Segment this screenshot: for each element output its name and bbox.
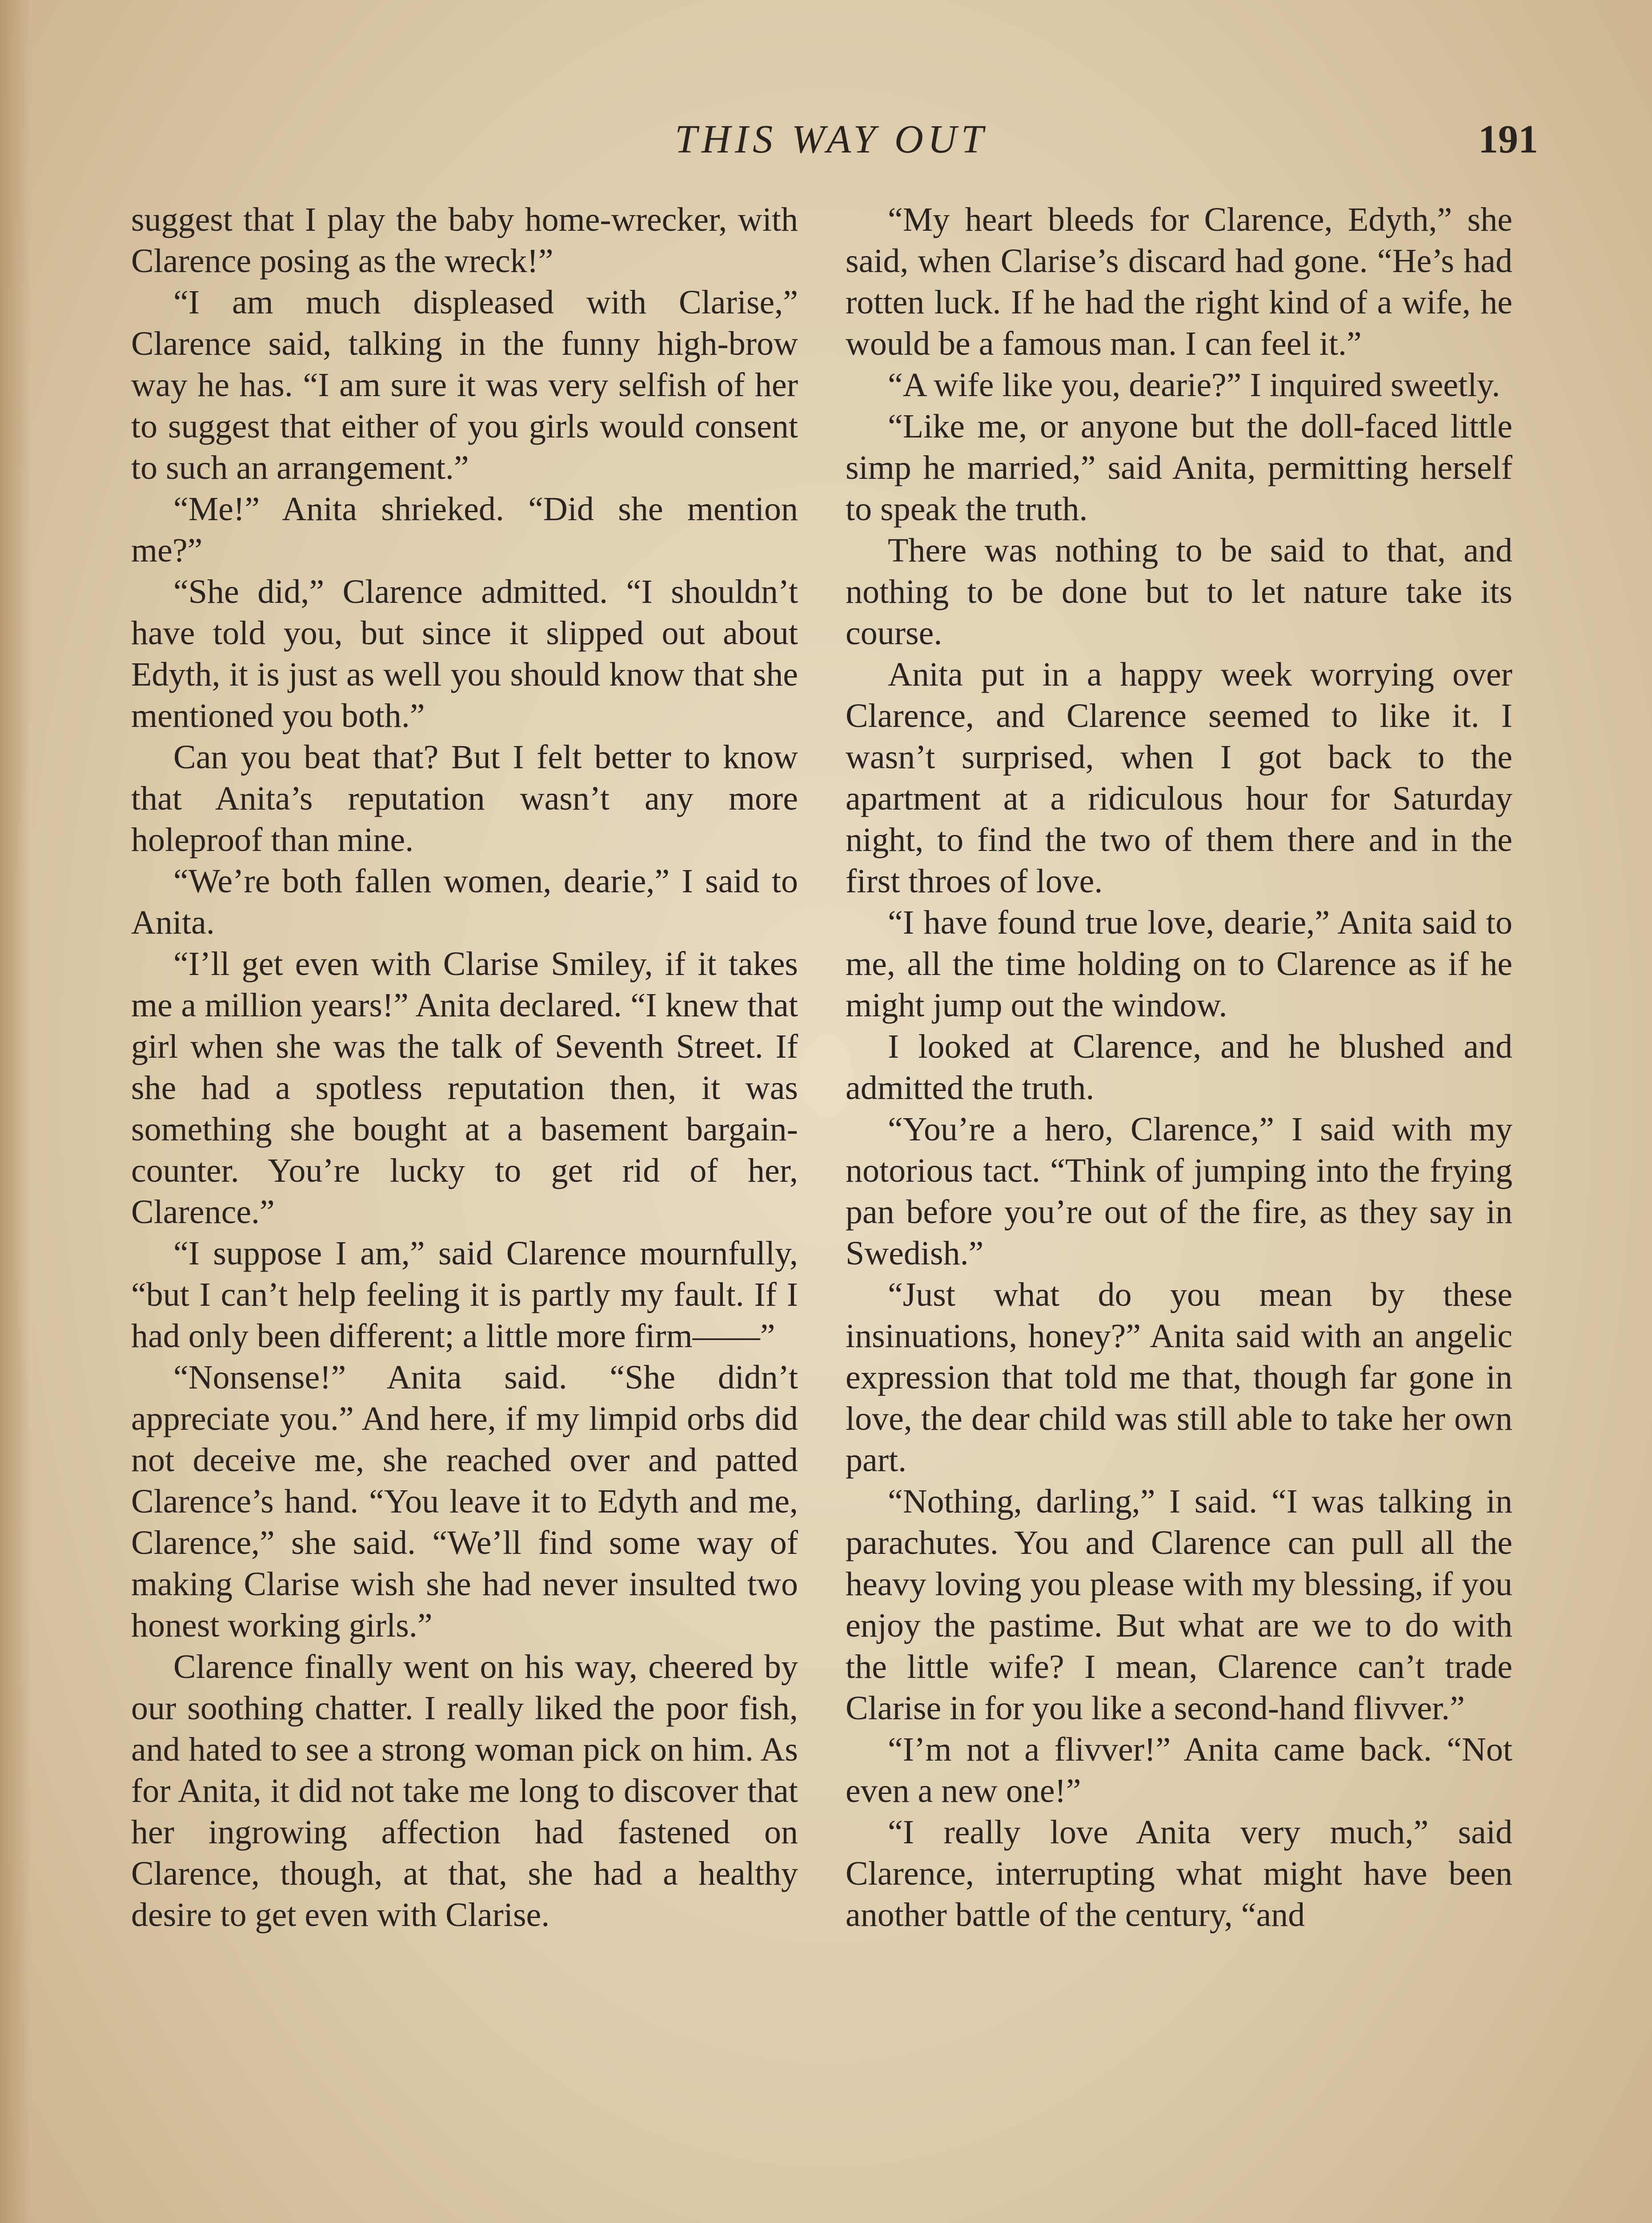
- paragraph: I looked at Clarence, and he blushed and admitted the truth.: [846, 1028, 1512, 1107]
- paragraph: “A wife like you, dearie?” I inquired sweetly.: [888, 366, 1500, 404]
- paragraph: “My heart bleeds for Clarence, Edyth,” she said, when Clarise’s discard had gone. “He’s had rotten luck. If he had the right kind of a wife, he would be a famous man. I can feel it.”: [846, 201, 1512, 362]
- paragraph: There was nothing to be said to that, and nothing to be done but to let nature take its course.: [846, 532, 1512, 652]
- paragraph: “Nothing, darling,” I said. “I was talking in parachutes. You and Clarence can pull all the heavy loving you please with my blessing, if you enjoy the pastime. But what are we to do with the little wife? I mean, Clarence can’t trade Clarise in for you like a second-hand flivver.”: [846, 1483, 1512, 1727]
- paragraph: suggest that I play the baby home-wrecker, with Clarence posing as the wreck!”: [131, 201, 798, 280]
- paragraph: Anita put in a happy week worrying over Clarence, and Clarence seemed to like it. I wasn’t surprised, when I got back to the apartment at a ridiculous hour for Saturday night, to find the two of them there and in the first throes of love.: [846, 656, 1512, 900]
- paragraph: Can you beat that? But I felt better to know that Anita’s reputation wasn’t any more holeproof than mine.: [131, 738, 798, 859]
- paragraph: “She did,” Clarence admitted. “I shouldn’t have told you, but since it slipped out about Edyth, it is just as well you should know that she mentioned you both.”: [131, 573, 798, 734]
- paragraph: “I really love Anita very much,” said Clarence, interrupting what might have been another battle of the century, “and: [846, 1814, 1512, 1934]
- page-edge-shadow: [0, 0, 31, 2223]
- paragraph: “Like me, or anyone but the doll-faced little simp he married,” said Anita, permitting herself to speak the truth.: [846, 408, 1512, 528]
- paragraph: “I have found true love, dearie,” Anita said to me, all the time holding on to Clarence as if he might jump out the window.: [846, 904, 1512, 1024]
- paragraph: “Me!” Anita shrieked. “Did she mention me?”: [131, 490, 798, 569]
- paragraph: “Just what do you mean by these insinuations, honey?” Anita said with an angelic expression that told me that, though far gone in love, the dear child was still able to take her own part.: [846, 1276, 1512, 1479]
- page-number: 191: [1478, 117, 1538, 161]
- paragraph: “I suppose I am,” said Clarence mournfully, “but I can’t help feeling it is partly my fault. If I had only been different; a little more firm——”: [131, 1235, 798, 1355]
- left-column: [131, 199, 798, 1936]
- paragraph: “I’m not a flivver!” Anita came back. “Not even a new one!”: [846, 1731, 1512, 1810]
- paragraph: “Nonsense!” Anita said. “She didn’t appreciate you.” And here, if my limpid orbs did not deceive me, she reached over and patted Clarence’s hand. “You leave it to Edyth and me, Clarence,” she said. “We’ll find some way of making Clarise wish she had never insulted two honest working girls.”: [131, 1359, 798, 1644]
- paragraph: “You’re a hero, Clarence,” I said with my notorious tact. “Think of jumping into the frying pan before you’re out of the fire, as they say in Swedish.”: [846, 1111, 1512, 1272]
- paragraph: “I am much displeased with Clarise,” Clarence said, talking in the funny high-brow way he has. “I am sure it was very selfish of her to suggest that either of you girls would consent to such an arrangement.”: [131, 284, 798, 486]
- paragraph: Clarence finally went on his way, cheered by our soothing chatter. I really liked the poor fish, and hated to see a strong woman pick on him. As for Anita, it did not take me long to discover that her ingrowing affection had fastened on Clarence, though, at that, she had a healthy desire to get even with Clarise.: [131, 1648, 798, 1934]
- running-head: THIS WAY OUT: [675, 117, 988, 161]
- paragraph: “I’ll get even with Clarise Smiley, if it takes me a million years!” Anita declared. “I knew that girl when she was the talk of Seventh Street. If she had a spotless reputation then, it was something she bought at a basement bargain-counter. You’re lucky to get rid of her, Clarence.”: [131, 945, 798, 1231]
- paragraph: “We’re both fallen women, dearie,” I said to Anita.: [131, 863, 798, 941]
- right-column: [846, 199, 1512, 1936]
